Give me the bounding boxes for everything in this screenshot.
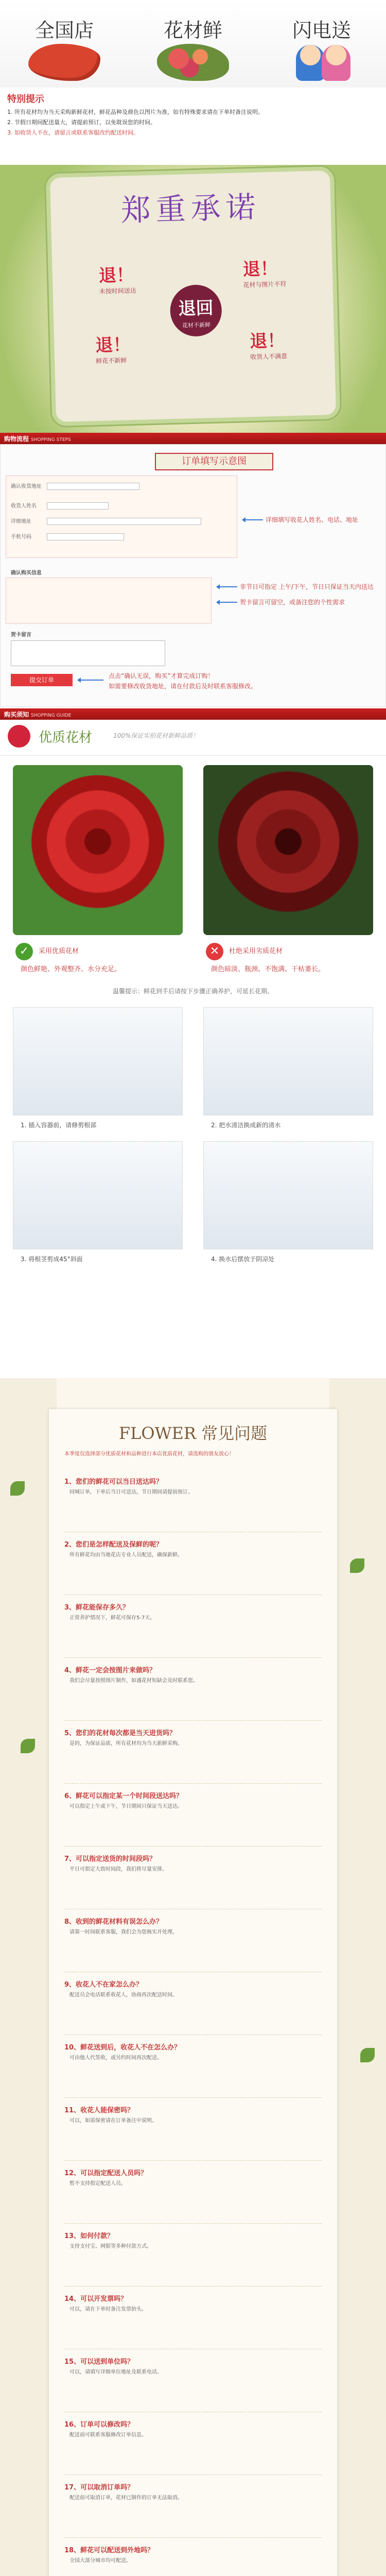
faq-question: 12、可以指定配送人员吗？ xyxy=(64,2170,148,2177)
faq-answer: 可以指定上午或下午，节日期间只保证当天送达。 xyxy=(69,1804,183,1809)
faq-question: 5、您们的花材每次都是当天进货吗？ xyxy=(64,1730,177,1737)
feature-title: 花材鲜 xyxy=(163,19,222,42)
quality-section xyxy=(0,708,386,1378)
leaf-icon xyxy=(350,1558,364,1573)
feature-title: 全国店 xyxy=(34,19,94,42)
faq-question: 7、可以指定送货的时间段吗？ xyxy=(64,1855,156,1863)
faq-question: 15、可以送到单位吗？ xyxy=(64,2358,134,2366)
message-textarea[interactable] xyxy=(11,640,165,666)
step-caption: 2. 把水清洁换成新的清水 xyxy=(211,1122,281,1129)
arrow-icon xyxy=(217,586,237,587)
faq-answer: 配送前可取消订单，花材已制作的订单无法取消。 xyxy=(69,2495,183,2501)
faq-question: 2、您们是怎样配送及保鲜的呢？ xyxy=(64,1541,163,1549)
faq-question: 4、鲜花一定会按图片来做吗？ xyxy=(64,1667,156,1674)
promise-item-main: 退！ xyxy=(242,258,278,280)
notice-line: 1. 所有花材均为当天采购新鲜花材，鲜花品种及颜色以图片为准，如有特殊要求请在下单时备注说明。 xyxy=(7,109,264,115)
order-head: 订单填写示意图 xyxy=(155,453,273,470)
guide-bar xyxy=(0,708,386,720)
faq-question: 16、订单可以修改吗？ xyxy=(64,2421,134,2429)
faq-answer: 可以，请填写详细单位地址及联系电话。 xyxy=(69,2369,162,2375)
faq-question: 9、收花人不在家怎么办？ xyxy=(64,1981,143,1989)
order-note: 非节日可指定 上午/下午，节日只保证当天内送达 xyxy=(240,583,374,590)
order-note: 详细填写收花人姓名、电话、地址 xyxy=(266,516,359,523)
notice-section xyxy=(0,88,386,165)
feature-nationwide xyxy=(0,0,129,88)
faq-answer: 支持支付宝、网银等多种付款方式。 xyxy=(69,2244,152,2249)
form-row xyxy=(11,517,201,525)
quality-subtitle: 100%保证实拍花材新鲜品质！ xyxy=(113,732,199,739)
notice-line: 3. 如收货人不在，请留言或联系客服改约配送时间。 xyxy=(7,129,139,136)
promise-item-sub: 花材与图片不符 xyxy=(243,280,287,289)
promise-item-sub: 鲜花不新鲜 xyxy=(96,357,127,365)
faq-question: 11、收花人能保密吗？ xyxy=(64,2107,134,2114)
faq-section xyxy=(0,1378,386,2576)
faq-paper xyxy=(49,1409,337,2576)
return-badge xyxy=(169,284,222,337)
bad-caption: 杜绝采用劣质花材 xyxy=(229,947,283,955)
promise-item-main: 退！ xyxy=(95,334,131,356)
arrow-icon xyxy=(217,602,237,603)
bad-caption-detail: 颜色暗淡、瓶颈、不饱满、干枯萎长。 xyxy=(211,965,325,973)
faq-answer: 请第一时间联系客服，我们会为您核实并处理。 xyxy=(69,1929,178,1935)
address-select[interactable] xyxy=(47,483,139,490)
good-rose-image xyxy=(13,765,183,935)
promise-title: 郑重承诺 xyxy=(120,189,261,228)
quality-banner xyxy=(0,720,386,756)
care-text: 温馨提示：鲜花到手后请按下步骤正确养护，可延长花期。 xyxy=(112,988,273,995)
faq-question: 13、如何付款？ xyxy=(64,2232,114,2240)
name-input[interactable] xyxy=(47,502,109,510)
promise-item xyxy=(250,326,288,361)
form-row xyxy=(11,532,124,540)
arrow-icon xyxy=(78,680,103,681)
faq-intro: 本季度仅选择部分优质花材和品种进行本店优质花材，请选购的朋友放心！ xyxy=(64,1451,234,1457)
form-row xyxy=(11,482,139,490)
promise-frame xyxy=(46,166,341,426)
confirm-label: 确认购买信息 xyxy=(11,570,42,576)
faq-separator xyxy=(64,2097,322,2098)
features-header xyxy=(0,0,386,88)
faq-question: 17、可以取消订单吗？ xyxy=(64,2484,134,2492)
faq-answer: 我们会尽量按照图片制作，如遇花材短缺会及时联系您。 xyxy=(69,1678,198,1684)
bad-rose-image xyxy=(203,765,373,935)
faq-separator xyxy=(64,2223,322,2224)
arrow-icon xyxy=(242,519,263,520)
step-image xyxy=(13,1007,183,1115)
form-row-label: 收货人姓名 xyxy=(11,503,37,509)
guide-bar-sub: SHOPPING GUIDE xyxy=(31,713,72,718)
faq-separator xyxy=(64,2160,322,2161)
feature-fresh xyxy=(129,0,257,88)
faq-answer: 可以，如需保密请在订单备注中说明。 xyxy=(69,2118,157,2124)
promise-section xyxy=(0,165,386,433)
promise-item-main: 退！ xyxy=(98,265,134,286)
step-image xyxy=(203,1007,373,1115)
faq-answer: 平日可指定大致时间段，我们将尽量安排。 xyxy=(69,1867,167,1872)
promise-item xyxy=(242,254,287,289)
rose-icon xyxy=(8,725,30,748)
faq-answer: 是的，为保证品质，所有花材均为当天新鲜采购。 xyxy=(69,1741,183,1747)
notice-title: 特别提示 xyxy=(7,94,44,105)
order-note: 贺卡留言可留空，或备注您的个性需求 xyxy=(240,599,345,606)
couple-icon xyxy=(286,44,358,81)
confirm-box xyxy=(6,578,212,624)
faq-question: 3、鲜花能保存多久？ xyxy=(64,1604,130,1612)
faq-question: 10、鲜花送到后，收花人不在怎么办？ xyxy=(64,2044,181,2052)
promise-item-main: 退！ xyxy=(249,330,285,352)
faq-question: 18、鲜花可以配送到外地吗？ xyxy=(64,2547,154,2554)
promise-item-sub: 收货人不满意 xyxy=(250,352,288,361)
faq-title: FLOWER 常见问题 xyxy=(118,1423,268,1443)
faq-question: 14、可以开发票吗？ xyxy=(64,2295,128,2303)
faq-answer: 可由他人代签收，或另约时间再次配送。 xyxy=(69,2055,162,2061)
check-icon: ✓ xyxy=(15,943,33,960)
china-map-icon xyxy=(28,44,100,81)
phone-input[interactable] xyxy=(47,533,124,540)
flower-bouquet-icon xyxy=(157,44,229,81)
submit-order-button[interactable]: 提交订单 xyxy=(11,674,73,686)
order-process-section xyxy=(0,433,386,708)
faq-separator xyxy=(64,1720,322,1721)
faq-question: 1、您们的鲜花可以当日送达吗？ xyxy=(64,1478,163,1486)
feature-fast-delivery xyxy=(257,0,386,88)
faq-separator xyxy=(64,2537,322,2538)
order-note: 点击“确认无误，购买”才算完成订购！ xyxy=(109,672,214,680)
form-row-label: 确认收货地址 xyxy=(11,484,42,489)
order-note: 如需要修改收货地址，请在付款后及时联系客服修改。 xyxy=(109,683,257,690)
step-caption: 3. 将根茎剪成45°斜面 xyxy=(21,1256,83,1263)
faq-answer: 可以，请在下单时备注发票抬头。 xyxy=(69,2307,147,2312)
faq-answer: 所有鲜花均由当地花店专业人员配送，确保新鲜。 xyxy=(69,1552,183,1558)
step-caption: 4. 换水后摆放于阴凉处 xyxy=(211,1256,275,1263)
faq-answer: 正常养护情况下，鲜花可保存5-7天。 xyxy=(69,1615,155,1621)
faq-answer: 同城订单，下单后当日可送达，节日期间请提前预订。 xyxy=(69,1489,193,1495)
order-bar-sub: SHOPPING STEPS xyxy=(31,437,71,443)
order-bar-label: 购物流程 xyxy=(4,435,29,443)
good-caption: 采用优质花材 xyxy=(39,947,79,955)
step-image xyxy=(203,1141,373,1249)
leaf-icon xyxy=(10,1481,25,1496)
form-row xyxy=(11,501,109,510)
guide-bar-label: 购买须知 xyxy=(4,711,29,718)
order-bar xyxy=(0,433,386,444)
faq-separator xyxy=(64,1783,322,1784)
step-image xyxy=(13,1141,183,1249)
note-label: 贺卡留言 xyxy=(11,632,31,638)
form-row-label: 详细地址 xyxy=(11,519,31,524)
notice-line: 2. 节假日期间配送量大，请提前预订，以免耽误您的时间。 xyxy=(7,119,156,126)
order-form-illustration xyxy=(0,444,386,707)
promise-item xyxy=(98,261,136,296)
quality-title: 优质花材 xyxy=(39,730,93,745)
step-caption: 1. 插入容器前，请修剪根部 xyxy=(21,1122,97,1129)
faq-question: 8、收到的鲜花材料有误怎么办？ xyxy=(64,1918,163,1926)
faq-question: 6、鲜花可以指定某一个时间段送达吗？ xyxy=(64,1792,183,1800)
form-row-label: 手机号码 xyxy=(11,534,31,540)
leaf-icon xyxy=(360,2048,375,2062)
feature-title: 闪电送 xyxy=(292,19,351,42)
faq-separator xyxy=(64,1657,322,1658)
promise-item-sub: 未按时间送达 xyxy=(99,286,136,295)
faq-answer: 配送员会电话联系收花人，协商再次配送时间。 xyxy=(69,1992,178,1998)
faq-answer: 全国大部分城市均可配送。 xyxy=(69,2558,131,2564)
good-caption-detail: 颜色鲜艳、外观整齐、水分充足。 xyxy=(21,965,121,973)
cross-icon: ✕ xyxy=(206,943,223,960)
faq-answer: 配送前可联系客服修改订单信息。 xyxy=(69,2432,147,2438)
return-badge-sub: 花材不新鲜 xyxy=(182,321,211,329)
address-input[interactable] xyxy=(47,518,201,525)
return-badge-main: 退回 xyxy=(178,297,214,319)
faq-answer: 暂不支持指定配送人员。 xyxy=(69,2181,126,2187)
promise-item xyxy=(95,330,131,365)
leaf-icon xyxy=(21,1739,35,1753)
